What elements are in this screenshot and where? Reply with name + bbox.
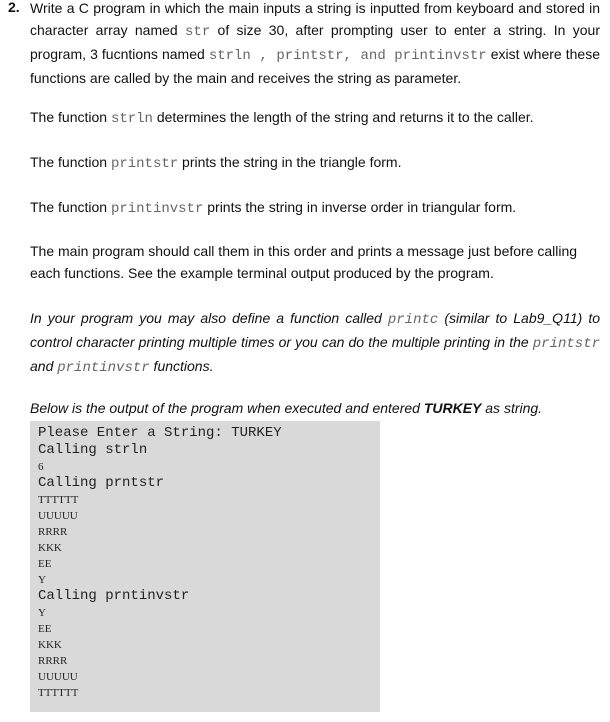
hint-text-3: and [30,358,58,374]
hint-code-printc: printc [387,312,439,328]
terminal-line: UUUUU [38,671,78,683]
terminal-line: RRRR [38,526,68,538]
terminal-line: Calling strln [38,442,148,458]
terminal-line: UUUUU [38,510,78,522]
printstr-code: printstr [110,156,179,172]
question-number: 2. [8,0,20,15]
hint-code-printinvstr: printinvstr [57,360,150,376]
printinvstr-post: prints the string in inverse order in triangular form. [203,199,517,215]
intro-text-1: Write a C program in which the main inputs a string is inputted from keyboard and stored in character array named [30,0,600,38]
strln-post: determines the length of the string and returns it to the caller. [152,109,534,125]
printstr-pre: The function [30,154,111,170]
terminal-line: 6 [38,461,44,473]
terminal-line: TTTTTT [38,494,79,506]
terminal-line: RRRR [38,655,68,667]
hint-code-printstr: printstr [532,336,600,352]
intro-code-functions: strln , printstr, and printinvstr [208,48,487,64]
main-description: The main program should call them in this order and prints a message just before calling each functions. See the example terminal output produced by the program. [30,243,578,281]
terminal-line: KKK [38,542,62,554]
terminal-line: Y [38,607,46,619]
output-caption [30,397,600,419]
caption-bold-word: TURKEY [423,400,482,416]
strln-pre: The function [30,109,111,125]
terminal-output [30,421,380,712]
printstr-description [30,151,600,175]
intro-code-str: str [185,24,211,40]
terminal-line: EE [38,558,52,570]
printstr-post: prints the string in the triangle form. [178,154,402,170]
terminal-line: KKK [38,639,62,651]
strln-code: strln [110,111,153,127]
hint-text-1: In your program you may also define a function called [30,310,388,326]
printinvstr-description [30,196,600,220]
terminal-line: TTTTTT [38,687,79,699]
terminal-line: Please Enter a String: TURKEY [38,425,282,441]
strln-description [30,106,600,130]
intro-text-2: of size 30, after prompting user to enter a string. In your program, 3 fucntions named [30,22,600,62]
hint-text-2: (similar to Lab9_Q11) to control character printing multiple times or you can do the multiple printing in the [30,310,601,350]
hint-text-4: functions. [149,358,214,374]
terminal-line: EE [38,623,52,635]
caption-pre: Below is the output of the program when executed and entered [30,400,424,416]
terminal-line: Calling prntstr [38,475,165,491]
intro-text-3: exist where these functions are called by the main and receives the string as parameter. [30,46,600,86]
caption-post: as string. [481,400,543,416]
hint-paragraph [30,307,600,379]
terminal-line: Calling prntinvstr [38,588,190,604]
question-intro [30,0,600,89]
terminal-line: Y [38,574,46,586]
printinvstr-pre: The function [30,199,111,215]
printinvstr-code: printinvstr [110,201,204,217]
